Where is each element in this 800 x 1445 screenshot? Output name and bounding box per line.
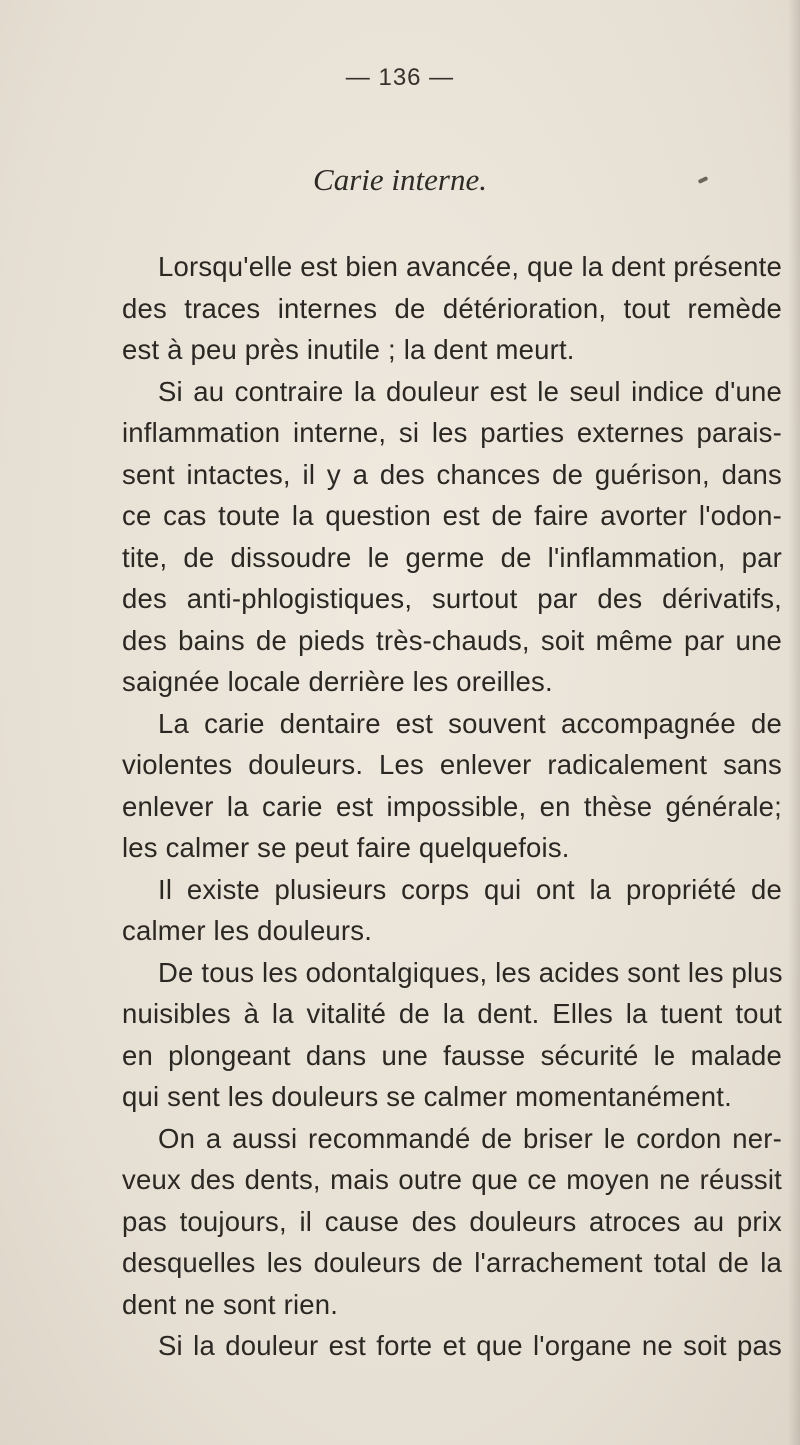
text-line: desquelles les douleurs de l'arrachement total de la xyxy=(122,1247,782,1278)
text-line: sent intactes, il y a des chances de guérison, dans xyxy=(122,458,782,490)
text-line: saignée locale derrière les oreilles. xyxy=(122,666,553,697)
text-line: des bains de pieds très-chauds, soit même par une xyxy=(122,624,782,656)
text-line: les calmer se peut faire quelquefois. xyxy=(122,832,570,863)
text-line: enlever la carie est impossible, en thèse générale; xyxy=(122,790,782,822)
text-line: La carie dentaire est souvent accompagnée de xyxy=(158,707,782,739)
text-line: On a aussi recommandé de briser le cordon ner- xyxy=(158,1122,782,1154)
section-title: Carie interne. xyxy=(313,162,487,197)
text-line: Il existe plusieurs corps qui ont la propriété de xyxy=(158,873,782,905)
body-text xyxy=(122,246,782,1367)
text-line: De tous les odontalgiques, les acides sont les plus xyxy=(158,956,783,988)
page-edge-shadow xyxy=(788,0,800,1445)
text-line: est à peu près inutile ; la dent meurt. xyxy=(122,334,575,365)
text-line: qui sent les douleurs se calmer momentanément. xyxy=(122,1081,732,1112)
text-line: Si au contraire la douleur est le seul indice d'une xyxy=(158,375,782,407)
text-line: inflammation interne, si les parties externes parais- xyxy=(122,417,782,448)
text-line: veux des dents, mais outre que ce moyen ne réussit xyxy=(122,1164,782,1195)
text-line: Si la douleur est forte et que l'organe ne soit pas xyxy=(158,1330,782,1361)
text-line: nuisibles à la vitalité de la dent. Elles la tuent tout xyxy=(122,998,782,1029)
text-line: des anti-phlogistiques, surtout par des dérivatifs, xyxy=(122,583,782,614)
text-line: ce cas toute la question est de faire avorter l'odon- xyxy=(122,500,782,531)
text-line: tite, de dissoudre le germe de l'inflammation, par xyxy=(122,541,782,573)
text-line: pas toujours, il cause des douleurs atroces au prix xyxy=(122,1205,782,1237)
text-line: en plongeant dans une fausse sécurité le malade xyxy=(122,1039,782,1071)
page-number: — 136 — xyxy=(345,64,455,91)
text-line: des traces internes de détérioration, tout remède xyxy=(122,292,782,324)
text-line: Lorsqu'elle est bien avancée, que la dent présente xyxy=(158,251,782,282)
text-line: violentes douleurs. Les enlever radicalement sans xyxy=(122,749,782,780)
text-line: calmer les douleurs. xyxy=(122,915,373,946)
text-line: dent ne sont rien. xyxy=(122,1288,339,1320)
